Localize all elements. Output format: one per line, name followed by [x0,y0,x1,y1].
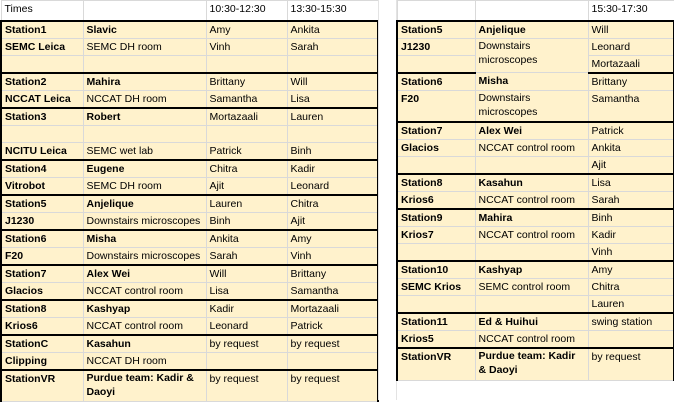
location-cell[interactable]: NCCAT control room [475,227,588,244]
shift-cell[interactable]: by request [287,370,378,402]
instrument-cell[interactable]: J1230 [397,38,475,55]
shift-cell[interactable]: Lisa [206,282,287,300]
instrument-cell[interactable]: Krios7 [397,227,475,244]
shift-cell[interactable]: Ankita [287,21,378,39]
header-row [397,1,674,21]
blank-cell[interactable] [1,55,83,73]
table-row [1,55,378,73]
instrument-cell[interactable]: Krios5 [397,331,475,349]
table-row [397,348,674,380]
shift-cell[interactable]: Lauren [206,195,287,213]
shift-cell[interactable]: Ankita [206,230,287,248]
location-cell[interactable]: NCCAT DH room [83,352,206,370]
shift-cell[interactable]: Samantha [287,282,378,300]
shift-cell[interactable]: Brittany [588,73,674,91]
shift-cell[interactable]: Binh [287,142,378,160]
table-row [397,90,674,122]
table-row [1,300,378,318]
shift-cell[interactable] [287,352,378,370]
table-row [1,90,378,108]
shift-cell[interactable]: Patrick [287,317,378,335]
station-cell[interactable]: Station4 [1,160,83,178]
blank-cell[interactable] [475,244,588,262]
shift-cell[interactable]: Chitra [588,279,674,296]
station-cell[interactable]: Station3 [1,108,83,126]
instrument-cell[interactable]: F20 [1,247,83,265]
station-cell[interactable]: Station10 [397,261,475,279]
instrument-cell[interactable]: Krios6 [397,192,475,210]
instrument-cell[interactable]: Clipping [1,352,83,370]
lead-cell[interactable]: Slavic [83,21,206,39]
table-row [397,122,674,140]
station-cell[interactable]: Station2 [1,73,83,91]
lead-cell[interactable]: Mahira [83,73,206,91]
shift-cell[interactable]: Mortazaali [287,300,378,318]
shift-cell[interactable]: Samantha [206,90,287,108]
shift-cell[interactable]: Will [287,73,378,91]
shift-cell[interactable] [588,331,674,349]
blank-cell[interactable] [206,125,287,142]
lead-cell[interactable]: Alex Wei [83,265,206,283]
table-row [1,212,378,230]
table-row [1,125,378,142]
lead-cell[interactable]: Eugene [83,160,206,178]
table-row [1,265,378,283]
lead-cell[interactable]: Purdue team: Kadir & Daoyi [83,370,206,402]
table-row [397,38,674,55]
shift-cell[interactable]: Mortazaali [588,55,674,73]
instrument-cell[interactable]: F20 [397,90,475,122]
lead-cell[interactable]: Ed & Huihui [475,313,588,331]
table-row [397,331,674,349]
station-cell[interactable]: Station7 [397,122,475,140]
table-row [1,160,378,178]
lead-cell[interactable]: Alex Wei [475,122,588,140]
location-cell[interactable]: Downstairs microscopes [83,247,206,265]
location-cell[interactable]: SEMC DH room [83,177,206,195]
station-cell[interactable]: StationVR [1,370,83,402]
table-row [397,192,674,210]
lead-cell[interactable]: Kashyap [83,300,206,318]
station-cell[interactable]: Station5 [1,195,83,213]
table-row [1,282,378,300]
lead-cell[interactable]: Anjelique [475,21,588,39]
shift-cell[interactable]: swing station [588,313,674,331]
table-row [397,244,674,262]
shift-cell[interactable]: by request [588,348,674,380]
shift-cell[interactable]: Binh [588,209,674,227]
shift-cell[interactable] [206,352,287,370]
header-cell[interactable]: 15:30-17:30 [588,1,674,21]
lead-cell[interactable]: Misha [83,230,206,248]
location-cell[interactable]: Downstairs microscopes [475,38,588,73]
blank-cell[interactable] [206,55,287,73]
blank-cell[interactable] [83,125,206,142]
shift-cell[interactable]: Ajit [588,157,674,175]
header-cell[interactable]: 13:30-15:30 [287,1,378,21]
station-cell[interactable]: Station6 [1,230,83,248]
shift-cell[interactable]: by request [206,335,287,353]
header-cell[interactable] [83,1,206,21]
lead-cell[interactable]: Misha [475,73,588,91]
instrument-cell[interactable]: Krios6 [1,317,83,335]
shift-cell[interactable]: Ajit [206,177,287,195]
table-row [397,73,674,91]
shift-cell[interactable]: by request [287,335,378,353]
location-cell[interactable]: SEMC wet lab [83,142,206,160]
shift-cell[interactable]: Lauren [287,108,378,126]
blank-cell[interactable] [397,55,475,73]
location-cell[interactable]: SEMC control room [475,279,588,296]
lead-cell[interactable]: Purdue team: Kadir & Daoyi [475,348,588,380]
shift-cell[interactable]: Will [206,265,287,283]
station-cell[interactable]: Station11 [397,313,475,331]
shift-cell[interactable]: Samantha [588,90,674,122]
station-cell[interactable]: Station8 [397,174,475,192]
station-cell[interactable]: Station5 [397,21,475,39]
header-cell[interactable]: 10:30-12:30 [206,1,287,21]
table-row [397,21,674,39]
table-row [1,195,378,213]
table-row [1,38,378,55]
table-row [397,261,674,279]
station-cell[interactable]: Station6 [397,73,475,91]
table-row [1,352,378,370]
shift-cell[interactable]: Kadir [287,160,378,178]
shift-cell[interactable]: Amy [206,21,287,39]
header-cell[interactable]: Times [1,1,83,21]
shift-cell[interactable]: Chitra [206,160,287,178]
blank-cell[interactable] [1,125,83,142]
shift-cell[interactable]: Ankita [588,140,674,157]
shift-cell[interactable]: Leonard [287,177,378,195]
shift-cell[interactable]: by request [206,370,287,402]
table-row [397,279,674,296]
lead-cell[interactable]: Mahira [475,209,588,227]
lead-cell[interactable]: Kasahun [475,174,588,192]
table-row [397,227,674,244]
shift-cell[interactable]: Vinh [206,38,287,55]
station-cell[interactable]: Station9 [397,209,475,227]
spacer-column [378,0,397,400]
shift-cell[interactable]: Ajit [287,212,378,230]
table-row [397,174,674,192]
table-row [1,177,378,195]
instrument-cell[interactable]: Glacios [1,282,83,300]
table-row [1,142,378,160]
shift-cell[interactable]: Sarah [588,192,674,210]
shift-cell[interactable]: Vinh [588,244,674,262]
shift-cell[interactable]: Lisa [287,90,378,108]
shift-cell[interactable]: Sarah [287,38,378,55]
shift-cell[interactable]: Mortazaali [206,108,287,126]
shift-cell[interactable]: Will [588,21,674,39]
instrument-cell[interactable]: J1230 [1,212,83,230]
shift-cell[interactable]: Vinh [287,247,378,265]
shift-cell[interactable]: Binh [206,212,287,230]
station-cell[interactable]: StationC [1,335,83,353]
instrument-cell[interactable]: Glacios [397,140,475,157]
location-cell[interactable]: NCCAT control room [475,192,588,210]
right-schedule-table [396,0,674,381]
shift-cell[interactable]: Brittany [206,73,287,91]
instrument-cell[interactable]: SEMC Leica [1,38,83,55]
shift-cell[interactable]: Amy [287,230,378,248]
shift-cell[interactable]: Leonard [588,38,674,55]
instrument-cell[interactable]: NCCAT Leica [1,90,83,108]
blank-cell[interactable] [397,244,475,262]
table-row [1,335,378,353]
table-row [1,21,378,39]
table-row [1,108,378,126]
instrument-cell[interactable]: NCITU Leica [1,142,83,160]
location-cell[interactable]: Downstairs microscopes [475,90,588,122]
location-cell[interactable]: NCCAT control room [475,331,588,349]
table-row [397,296,674,314]
lead-cell[interactable]: Kashyap [475,261,588,279]
location-cell[interactable]: NCCAT control room [83,317,206,335]
table-row [1,73,378,91]
location-cell[interactable]: Downstairs microscopes [83,212,206,230]
blank-cell[interactable] [475,296,588,314]
shift-cell[interactable]: Kadir [206,300,287,318]
blank-cell[interactable] [475,157,588,175]
header-row [1,1,378,21]
instrument-cell[interactable]: Vitrobot [1,177,83,195]
shift-cell[interactable]: Brittany [287,265,378,283]
lead-cell[interactable]: Robert [83,108,206,126]
location-cell[interactable]: NCCAT control room [83,282,206,300]
shift-cell[interactable]: Amy [588,261,674,279]
shift-cell[interactable]: Leonard [206,317,287,335]
lead-cell[interactable]: Kasahun [83,335,206,353]
table-row [397,313,674,331]
table-row [1,370,378,402]
table-row [1,247,378,265]
table-row [1,317,378,335]
table-row [397,209,674,227]
blank-cell[interactable] [287,55,378,73]
shift-cell[interactable]: Lauren [588,296,674,314]
shift-cell[interactable]: Chitra [287,195,378,213]
blank-cell[interactable] [83,55,206,73]
blank-cell[interactable] [397,157,475,175]
location-cell[interactable]: NCCAT DH room [83,90,206,108]
blank-cell[interactable] [287,125,378,142]
shift-cell[interactable]: Patrick [206,142,287,160]
location-cell[interactable]: NCCAT control room [475,140,588,157]
shift-cell[interactable]: Lisa [588,174,674,192]
location-cell[interactable]: SEMC DH room [83,38,206,55]
station-cell[interactable]: Station1 [1,21,83,39]
shift-cell[interactable]: Sarah [206,247,287,265]
header-cell[interactable] [475,1,588,21]
station-cell[interactable]: Station8 [1,300,83,318]
shift-cell[interactable]: Kadir [588,227,674,244]
blank-cell[interactable] [397,296,475,314]
lead-cell[interactable]: Anjelique [83,195,206,213]
instrument-cell[interactable]: SEMC Krios [397,279,475,296]
table-row [397,140,674,157]
shift-cell[interactable]: Patrick [588,122,674,140]
header-cell[interactable] [397,1,475,21]
station-cell[interactable]: Station7 [1,265,83,283]
table-row [1,230,378,248]
station-cell[interactable]: StationVR [397,348,475,380]
table-row [397,157,674,175]
